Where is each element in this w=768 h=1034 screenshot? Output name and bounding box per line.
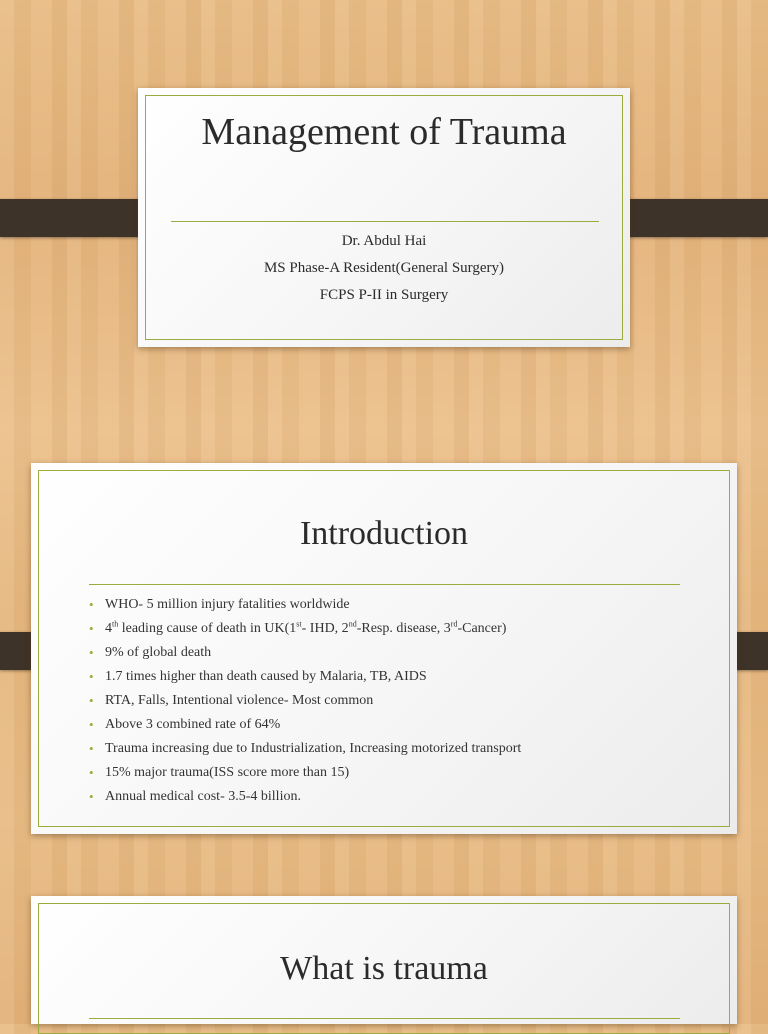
title-divider — [171, 221, 599, 222]
list-item: • 15% major trauma(ISS score more than 15) — [89, 761, 521, 785]
presenter-name: Dr. Abdul Hai — [341, 233, 427, 249]
presenter-position: MS Phase-A Resident(General Surgery) — [263, 260, 505, 276]
what-is-trauma-slide[interactable] — [31, 896, 737, 1024]
list-item: • Above 3 combined rate of 64% — [89, 713, 521, 737]
list-item: • WHO- 5 million injury fatalities worldwide — [89, 593, 521, 617]
list-item: • 9% of global death — [89, 641, 521, 665]
bullet-icon: • — [89, 693, 94, 708]
slide-title: Management of Trauma — [201, 111, 567, 153]
bullet-icon: • — [89, 765, 94, 780]
slide-tab-left — [0, 199, 156, 237]
bullet-icon: • — [89, 621, 94, 636]
title-slide[interactable] — [138, 88, 630, 347]
list-item: • Trauma increasing due to Industrialization, Increasing motorized transport — [89, 737, 521, 761]
list-item: • 1.7 times higher than death caused by Malaria, TB, AIDS — [89, 665, 521, 689]
presenter-info — [138, 228, 630, 309]
slide-title: Introduction — [299, 515, 469, 552]
slide-title: What is trauma — [280, 950, 488, 987]
bullet-icon: • — [89, 741, 94, 756]
list-item: • RTA, Falls, Intentional violence- Most common — [89, 689, 521, 713]
title-divider — [89, 584, 680, 585]
bullet-icon: • — [89, 645, 94, 660]
bullet-icon: • — [89, 669, 94, 684]
bullet-icon: • — [89, 789, 94, 804]
bullet-icon: • — [89, 597, 94, 612]
bullet-list — [89, 593, 521, 809]
presenter-qualification: FCPS P-II in Surgery — [319, 287, 449, 303]
introduction-slide[interactable] — [31, 463, 737, 834]
slide-tab-right — [612, 199, 768, 237]
list-item: • Annual medical cost- 3.5-4 billion. — [89, 785, 521, 809]
list-item: • 4th leading cause of death in UK(1st- IHD, 2nd-Resp. disease, 3rd-Cancer) — [89, 617, 521, 641]
title-divider — [89, 1018, 680, 1019]
bullet-icon: • — [89, 717, 94, 732]
